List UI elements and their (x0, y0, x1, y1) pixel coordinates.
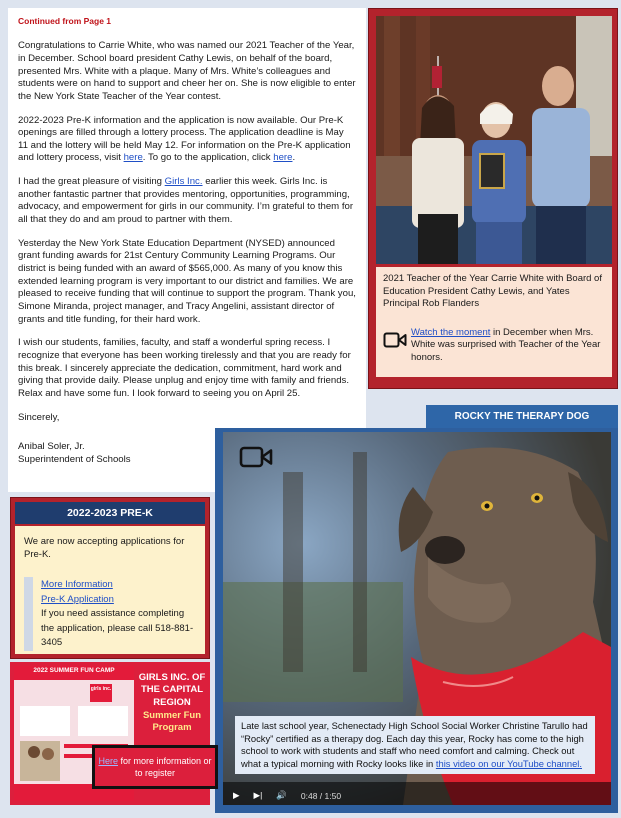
play-icon[interactable]: ▶ (233, 790, 240, 800)
prek-text-a: 2022-2023 Pre-K information and the application is now available. Our Pre-K openings are filled through a lottery process. The application deadline is May 11 and the lottery will be held May 12. For information on the Pre-K application and lottery process, visit (18, 114, 351, 164)
volume-icon[interactable]: 🔊 (276, 790, 287, 800)
prek-assist-text: If you need assistance completing the application, please call 518-881-3405 (41, 608, 194, 649)
prek-text-c: . (292, 152, 296, 164)
signature-title: Superintendent of Schools (18, 453, 131, 465)
next-icon[interactable]: ▶| (253, 790, 263, 800)
flyer-title: 2022 SUMMER FUN CAMP (33, 667, 115, 674)
prek-intro: We are now accepting applications for Pre-K. (24, 536, 185, 560)
video-camera-icon[interactable] (383, 327, 411, 365)
girls-inc-title (134, 672, 210, 735)
girls-text-b: earlier this week. Girls Inc. is another fantastic partner that provides mentoring, opportunities, programming, advocacy, and empowerment for girls in our community. I’m grateful to them for all that they do and am proud to partner with them. (18, 176, 354, 226)
video-controls (233, 790, 341, 801)
rocky-header: ROCKY THE THERAPY DOG (426, 405, 618, 429)
rocky-video-panel (215, 428, 618, 813)
girls-inc-here-link[interactable]: Here (98, 756, 118, 766)
rocky-video-player[interactable] (223, 432, 611, 805)
paragraph-recess: I wish our students, families, faculty, and staff a wonderful spring recess. I recognize that everyone has been working tirelessly and that you are ready for this break. I sincerely appreciate the dedication, commitment, hard work and giving that provide daily. Please unplug and enjoy time with family and friends. Relax and have some fun. I look forward to seeing you on April 25. (18, 337, 351, 399)
girls-inc-subtitle: Summer Fun Program (142, 710, 202, 734)
prek-panel (10, 497, 210, 659)
paragraph-girls-inc (18, 176, 356, 227)
watch-moment-text (411, 327, 605, 365)
more-info-button[interactable] (92, 745, 218, 789)
signature-name: Anibal Soler, Jr. (18, 441, 85, 453)
continued-label: Continued from Page 1 (18, 16, 112, 26)
girls-inc-link[interactable]: Girls Inc. (164, 176, 203, 188)
watch-moment-link[interactable]: Watch the moment (411, 326, 491, 338)
prek-body (15, 526, 205, 654)
more-info-text: for more information or to register (117, 756, 212, 778)
teacher-photo (376, 16, 612, 264)
closing: Sincerely, (18, 411, 60, 423)
girls-inc-panel (10, 662, 210, 805)
rocky-caption-text: Late last school year, Schenectady High School Social Worker Christine Tarullo had “Rocky” certified as a therapy dog. Each day this year, Rocky has come to the high school to work with students and staff who need comfort and calming. Check out what a typical morning with Rocky looks like in (241, 720, 588, 769)
video-camera-icon-large[interactable] (239, 446, 273, 473)
teacher-caption: 2021 Teacher of the Year Carrie White with Board of Education President Cathy Lewis, and Yates Principal Rob Flanders (383, 273, 602, 310)
teacher-of-year-panel (368, 8, 618, 389)
youtube-video-link[interactable]: this video on our YouTube channel. (435, 757, 582, 769)
teacher-caption-panel (376, 267, 612, 377)
paragraph-teacher: Congratulations to Carrie White, who was named our 2021 Teacher of the Year, in December. School board president Cathy Lewis, on behalf of the board, presented Mrs. White with a plaque. Many of Mrs. White’s colleagues and students were on hand to support and cheer her on. She is now eligible to enter the New York State Teacher of the Year contest. (18, 40, 356, 102)
girls-text-a: I had the great pleasure of visiting (18, 176, 165, 188)
paragraph-grant: Yesterday the New York State Education Department (NYSED) announced grant funding awards for 21st Century Community Learning Programs. Our district is being funded with an award of $565,000. As many of you know this extended learning program is very important to our district and families. We are pleased to receive funding that will continue to support the program. Thank you, Simone Miranda, project manager, and Tracy Angelini, assistant director of grants and title funding, for their hard work. (18, 237, 356, 325)
prek-more-info-link[interactable]: More Information (41, 578, 113, 590)
watch-moment-description: in December when Mrs. White was surprised with Teacher of the Year honors. (411, 326, 601, 363)
flyer-logo: girls inc. (90, 686, 112, 692)
video-time: 0:48 / 1:50 (300, 790, 342, 801)
prek-application-link-box[interactable]: Pre-K Application (41, 593, 114, 605)
watch-moment-row (383, 327, 605, 365)
letter-column (8, 8, 366, 492)
girls-inc-title-text: GIRLS INC. OF THE CAPITAL REGION (138, 672, 206, 708)
prek-header: 2022-2023 PRE-K (15, 502, 205, 524)
paragraph-prek (18, 115, 356, 166)
prek-application-link[interactable]: here (273, 152, 293, 164)
rocky-caption (235, 716, 595, 774)
prek-links (24, 577, 196, 652)
prek-text-b: . To go to the application, click (142, 152, 274, 164)
prek-info-link[interactable]: here (123, 152, 143, 164)
